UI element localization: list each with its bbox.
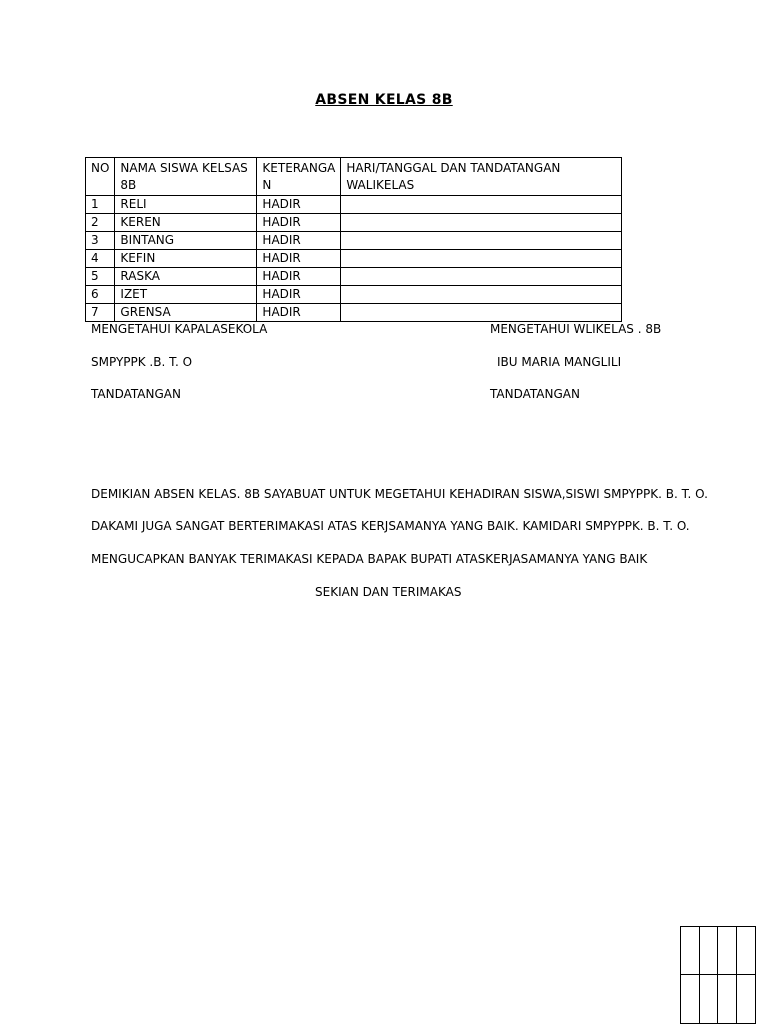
cell-keterangan: HADIR xyxy=(257,268,341,286)
signature-right-line2: IBU MARIA MANGLILI xyxy=(497,355,622,369)
cell-nama: KEREN xyxy=(115,214,257,232)
cell-nama: GRENSA xyxy=(115,304,257,322)
cell-hari xyxy=(341,268,622,286)
page-corner-grid xyxy=(680,926,756,1024)
grid-cell xyxy=(737,975,756,1023)
closing-sign-off: SEKIAN DAN TERIMAKAS xyxy=(315,585,462,599)
header-keterangan: KETERANGA N xyxy=(257,158,341,196)
signature-left-line1: MENGETAHUI KAPALASEKOLA xyxy=(91,322,268,336)
table-row xyxy=(86,268,622,286)
signature-left-line3: TANDATANGAN xyxy=(91,387,181,401)
cell-nama: RELI xyxy=(115,196,257,214)
cell-no: 6 xyxy=(86,286,115,304)
cell-keterangan: HADIR xyxy=(257,304,341,322)
grid-cell xyxy=(700,927,719,975)
cell-no: 5 xyxy=(86,268,115,286)
cell-no: 4 xyxy=(86,250,115,268)
cell-keterangan: HADIR xyxy=(257,250,341,268)
signature-right-line1: MENGETAHUI WLIKELAS . 8B xyxy=(490,322,662,336)
cell-hari xyxy=(341,214,622,232)
table-row xyxy=(86,304,622,322)
cell-no: 7 xyxy=(86,304,115,322)
attendance-table xyxy=(85,157,622,322)
grid-cell xyxy=(737,927,756,975)
table-row xyxy=(86,196,622,214)
closing-paragraph-3: MENGUCAPKAN BANYAK TERIMAKASI KEPADA BAPAK BUPATI ATASKERJASAMANYA YANG BAIK xyxy=(91,552,648,566)
cell-keterangan: HADIR xyxy=(257,214,341,232)
cell-nama: BINTANG xyxy=(115,232,257,250)
cell-keterangan: HADIR xyxy=(257,286,341,304)
signature-right-line3: TANDATANGAN xyxy=(490,387,580,401)
table-row xyxy=(86,214,622,232)
grid-cell xyxy=(718,927,737,975)
grid-cell xyxy=(681,975,700,1023)
grid-cell xyxy=(681,927,700,975)
cell-nama: KEFIN xyxy=(115,250,257,268)
table-row xyxy=(86,286,622,304)
closing-paragraph-2: DAKAMI JUGA SANGAT BERTERIMAKASI ATAS KERJSAMANYA YANG BAIK. KAMIDARI SMPYPPK. B. T. O. xyxy=(91,519,690,533)
header-hari: HARI/TANGGAL DAN TANDATANGAN WALIKELAS xyxy=(341,158,622,196)
table-header-row xyxy=(86,158,622,196)
cell-no: 2 xyxy=(86,214,115,232)
cell-hari xyxy=(341,196,622,214)
cell-keterangan: HADIR xyxy=(257,196,341,214)
header-no: NO xyxy=(86,158,115,196)
cell-no: 1 xyxy=(86,196,115,214)
signature-left-line2: SMPYPPK .B. T. O xyxy=(91,355,193,369)
closing-paragraph-1: DEMIKIAN ABSEN KELAS. 8B SAYABUAT UNTUK MEGETAHUI KEHADIRAN SISWA,SISWI SMPYPPK. B. T. O. xyxy=(91,487,708,501)
cell-no: 3 xyxy=(86,232,115,250)
grid-cell xyxy=(718,975,737,1023)
cell-hari xyxy=(341,232,622,250)
cell-nama: IZET xyxy=(115,286,257,304)
header-nama: NAMA SISWA KELSAS 8B xyxy=(115,158,257,196)
cell-hari xyxy=(341,304,622,322)
page-title: ABSEN KELAS 8B xyxy=(315,92,453,108)
cell-nama: RASKA xyxy=(115,268,257,286)
table-row xyxy=(86,232,622,250)
cell-hari xyxy=(341,250,622,268)
grid-cell xyxy=(700,975,719,1023)
cell-hari xyxy=(341,286,622,304)
cell-keterangan: HADIR xyxy=(257,232,341,250)
table-row xyxy=(86,250,622,268)
